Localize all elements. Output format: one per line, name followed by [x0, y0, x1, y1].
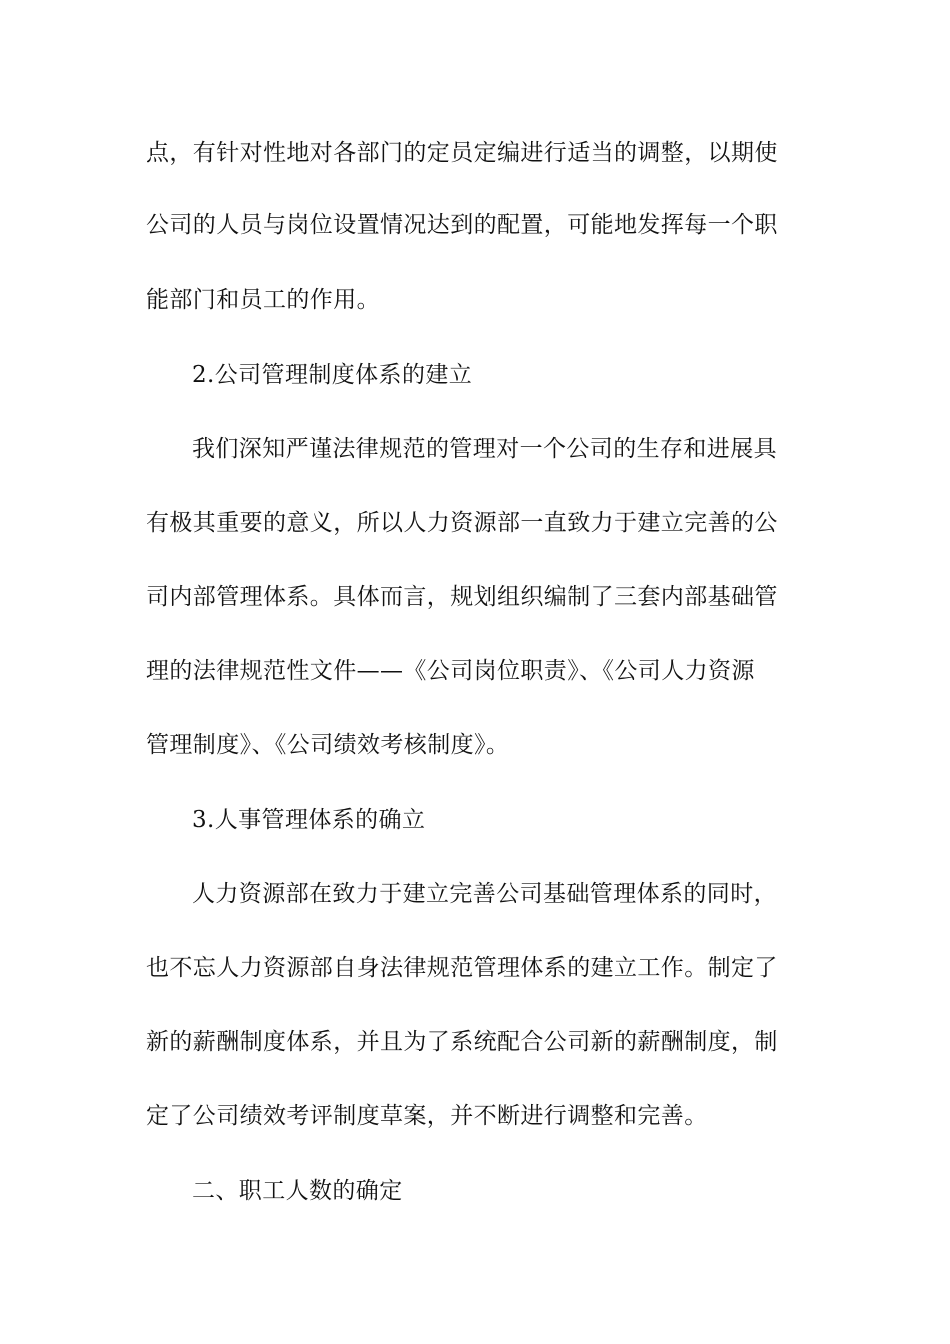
- text-line: 也不忘人力资源部自身法律规范管理体系的建立工作。制定了: [146, 955, 778, 981]
- section-heading: 二、职工人数的确定: [192, 1178, 403, 1204]
- text-line: 人力资源部在致力于建立完善公司基础管理体系的同时，: [192, 881, 777, 907]
- text-line: 新的薪酬制度体系，并且为了系统配合公司新的薪酬制度，制: [146, 1029, 778, 1055]
- text-line: 司内部管理体系。具体而言，规划组织编制了三套内部基础管: [146, 584, 778, 610]
- section-heading: 2.公司管理制度体系的建立: [192, 362, 473, 388]
- text-line: 管理制度》、《公司绩效考核制度》。: [146, 732, 510, 758]
- text-line: 能部门和员工的作用。: [146, 287, 380, 313]
- text-line: 公司的人员与岗位设置情况达到的配置，可能地发挥每一个职: [146, 212, 778, 238]
- text-line: 有极其重要的意义，所以人力资源部一直致力于建立完善的公: [146, 510, 778, 536]
- text-line: 理的法律规范性文件——《公司岗位职责》、《公司人力资源: [146, 658, 755, 684]
- text-line: 我们深知严谨法律规范的管理对一个公司的生存和进展具: [192, 436, 777, 462]
- section-heading: 3.人事管理体系的确立: [192, 807, 426, 833]
- text-line: 定了公司绩效考评制度草案，并不断进行调整和完善。: [146, 1103, 708, 1129]
- text-line: 点，有针对性地对各部门的定员定编进行适当的调整，以期使: [146, 140, 778, 166]
